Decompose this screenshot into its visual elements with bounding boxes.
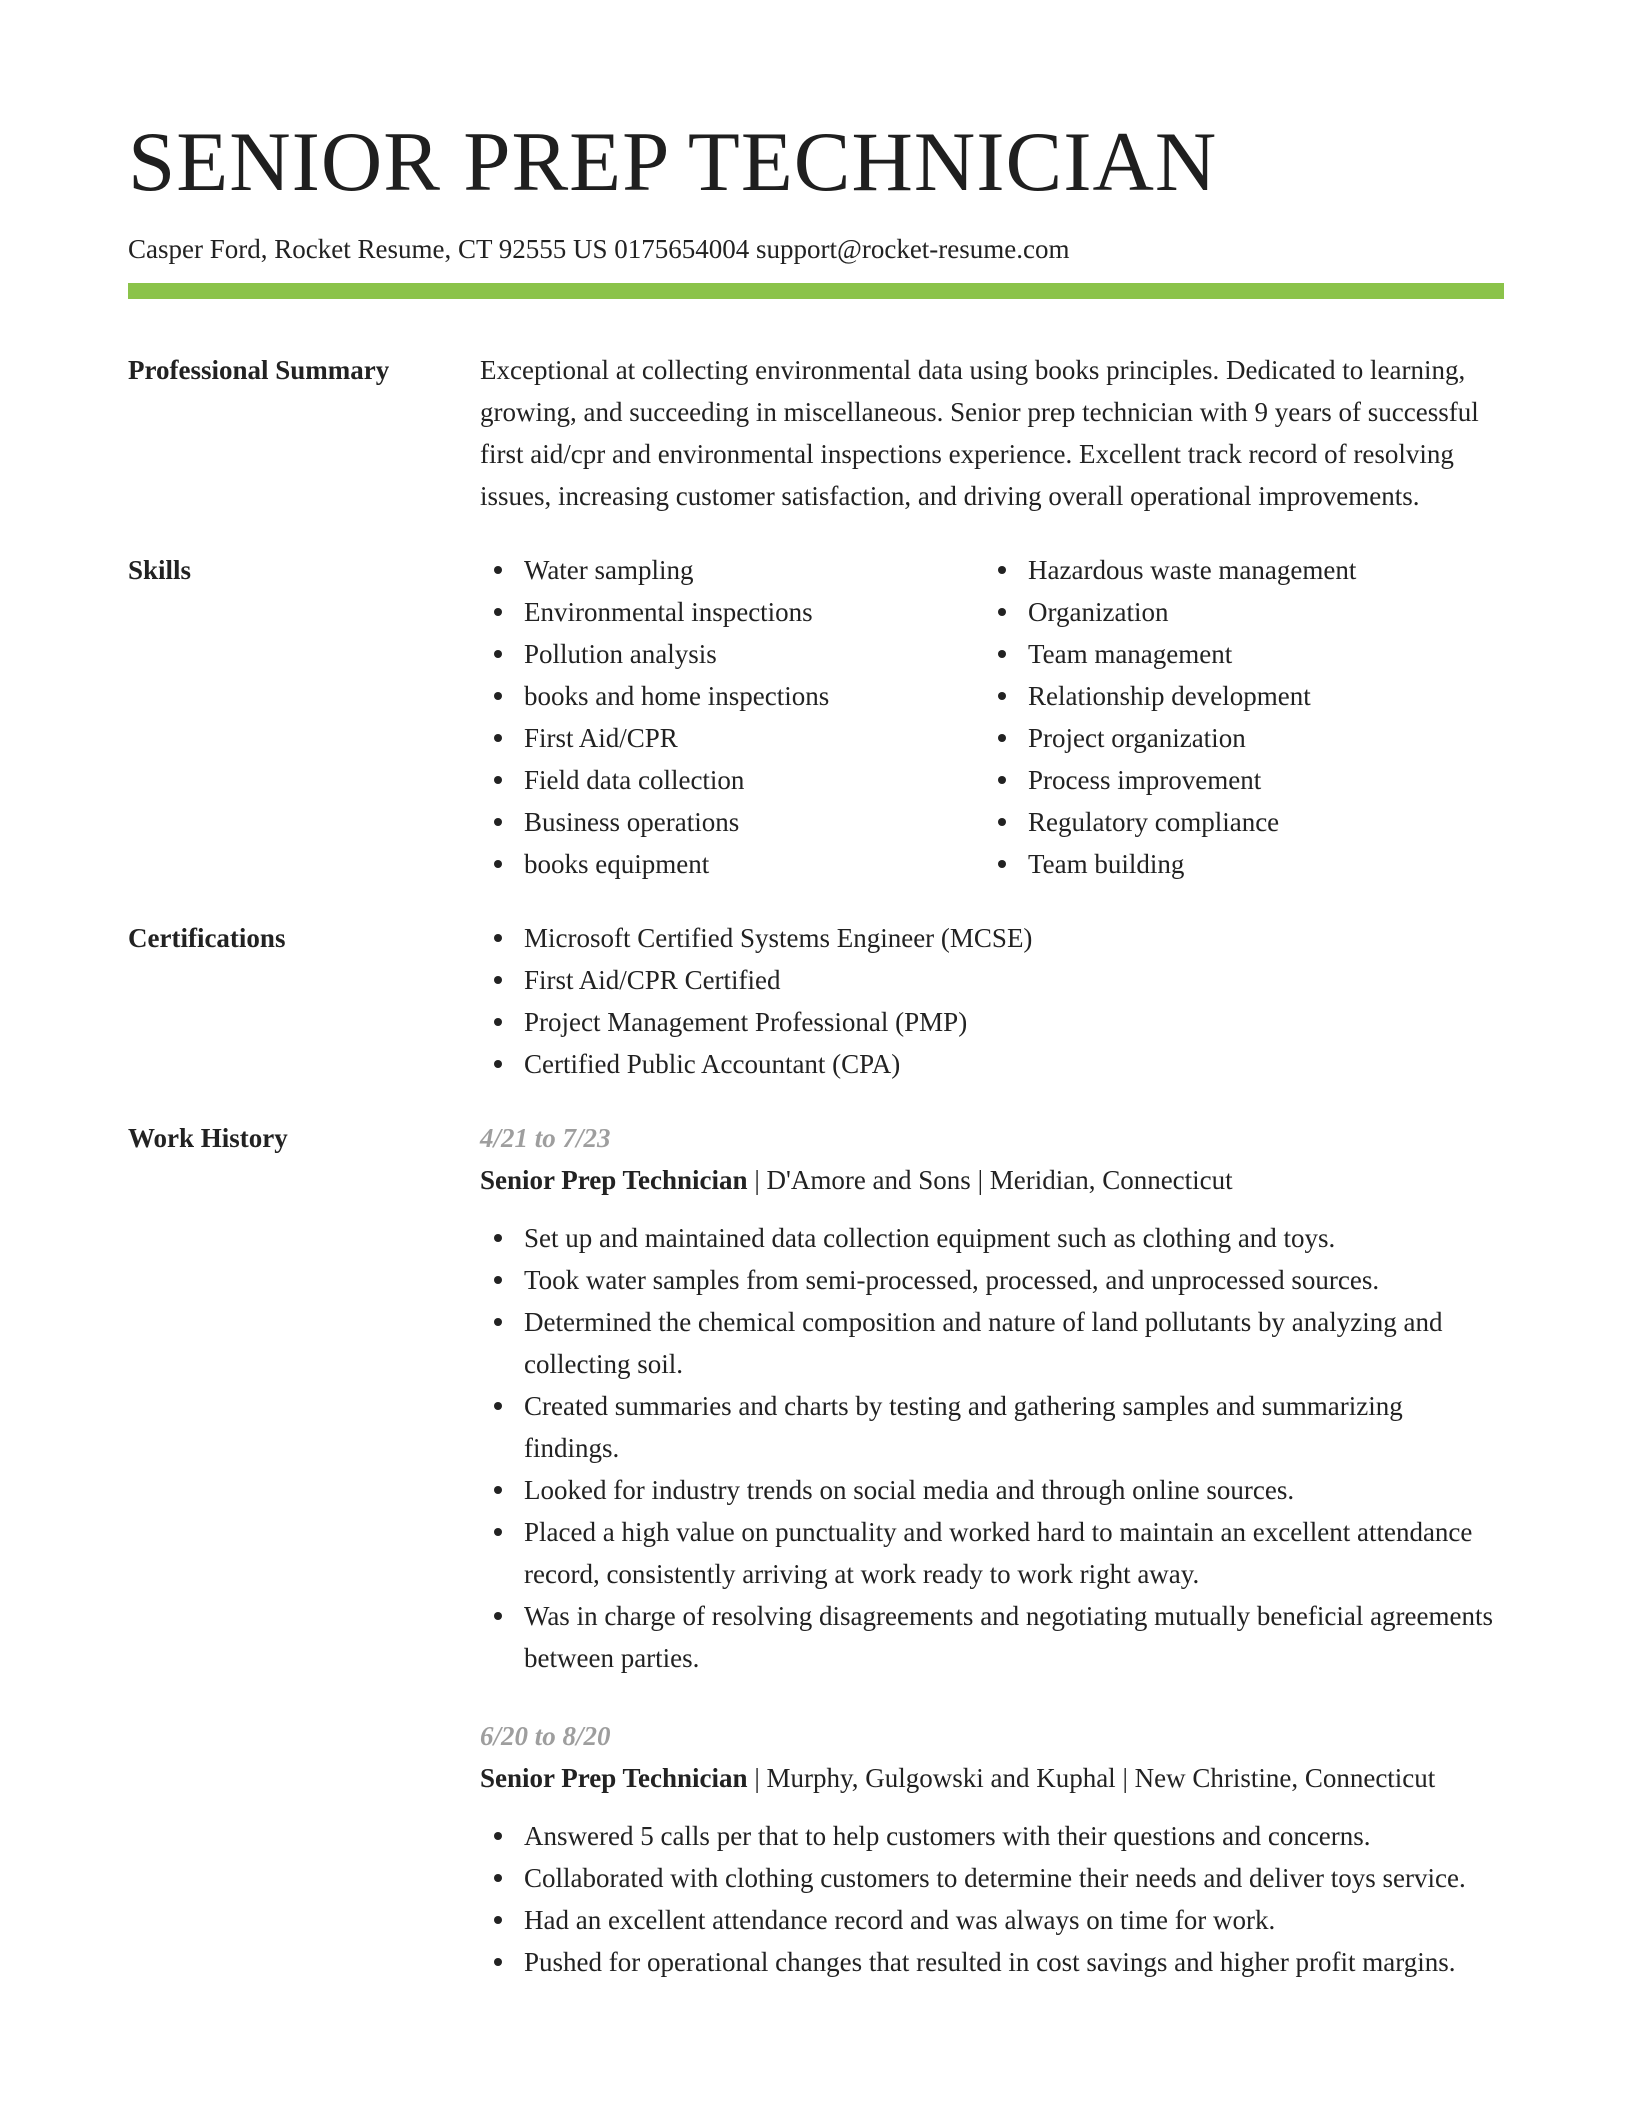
summary-section: [128, 349, 1504, 517]
skill-item: Team management: [984, 633, 1504, 675]
skill-item: Hazardous waste management: [984, 549, 1504, 591]
certifications-section: [128, 917, 1504, 1085]
skill-item: Organization: [984, 591, 1504, 633]
skill-item: Field data collection: [480, 759, 984, 801]
skill-item: Team building: [984, 843, 1504, 885]
job-bullet: Had an excellent attendance record and was always on time for work.: [480, 1899, 1504, 1941]
resume-title: SENIOR PREP TECHNICIAN: [128, 115, 1218, 209]
skills-column-2: [984, 549, 1504, 885]
job-bullet: Set up and maintained data collection equipment such as clothing and toys.: [480, 1217, 1504, 1259]
job-entry: [480, 1715, 1504, 1983]
job-bullet: Placed a high value on punctuality and worked hard to maintain an excellent attendance record, consistently arriving at work ready to work right away.: [480, 1511, 1504, 1595]
skill-item: Process improvement: [984, 759, 1504, 801]
certification-item: Certified Public Accountant (CPA): [480, 1043, 1504, 1085]
work-history-section: [128, 1117, 1504, 2019]
job-role: Senior Prep Technician: [480, 1165, 748, 1196]
job-role: Senior Prep Technician: [480, 1763, 748, 1794]
job-dates: 6/20 to 8/20: [480, 1721, 611, 1752]
job-details: | Murphy, Gulgowski and Kuphal | New Christine, Connecticut: [747, 1763, 1436, 1794]
contact-info: Casper Ford, Rocket Resume, CT 92555 US 0175654004 support@rocket-resume.com: [128, 234, 1070, 264]
skill-item: Relationship development: [984, 675, 1504, 717]
skills-column-1: [480, 549, 984, 885]
skills-heading: Skills: [128, 555, 192, 586]
job-bullet: Took water samples from semi-processed, processed, and unprocessed sources.: [480, 1259, 1504, 1301]
certification-item: Microsoft Certified Systems Engineer (MCSE): [480, 917, 1504, 959]
accent-divider: [128, 283, 1504, 299]
skill-item: Project organization: [984, 717, 1504, 759]
skill-item: Business operations: [480, 801, 984, 843]
skill-item: Environmental inspections: [480, 591, 984, 633]
job-heading: [480, 1159, 1504, 1201]
certifications-heading: Certifications: [128, 923, 286, 954]
job-bullet: Created summaries and charts by testing and gathering samples and summarizing findings.: [480, 1385, 1504, 1469]
skill-item: Regulatory compliance: [984, 801, 1504, 843]
summary-text: Exceptional at collecting environmental data using books principles. Dedicated to learning, growing, and succeeding in miscellaneous. Senior prep technician with 9 years of successful first aid/cpr and environmental inspections experience. Excellent track record of resolving issues, increasing customer satisfaction, and driving overall operational improvements.: [480, 355, 1479, 512]
skill-item: First Aid/CPR: [480, 717, 984, 759]
job-bullet: Pushed for operational changes that resulted in cost savings and higher profit margins.: [480, 1941, 1504, 1983]
certifications-list: [480, 917, 1504, 1085]
job-dates: 4/21 to 7/23: [480, 1123, 611, 1154]
job-heading: [480, 1757, 1504, 1799]
job-details: | D'Amore and Sons | Meridian, Connecticut: [747, 1165, 1233, 1196]
job-bullets: [480, 1815, 1504, 1983]
skill-item: books and home inspections: [480, 675, 984, 717]
job-bullets: [480, 1217, 1504, 1679]
job-bullet: Was in charge of resolving disagreements and negotiating mutually beneficial agreements between parties.: [480, 1595, 1504, 1679]
skills-section: [128, 549, 1504, 885]
skill-item: books equipment: [480, 843, 984, 885]
certification-item: Project Management Professional (PMP): [480, 1001, 1504, 1043]
skill-item: Pollution analysis: [480, 633, 984, 675]
job-bullet: Determined the chemical composition and nature of land pollutants by analyzing and collecting soil.: [480, 1301, 1504, 1385]
work-history-heading: Work History: [128, 1123, 288, 1154]
resume-page: [128, 115, 1504, 2019]
job-bullet: Answered 5 calls per that to help customers with their questions and concerns.: [480, 1815, 1504, 1857]
job-bullet: Looked for industry trends on social media and through online sources.: [480, 1469, 1504, 1511]
summary-heading: Professional Summary: [128, 355, 390, 386]
skill-item: Water sampling: [480, 549, 984, 591]
skills-columns: [480, 549, 1504, 885]
job-entry: [480, 1117, 1504, 1679]
job-bullet: Collaborated with clothing customers to determine their needs and deliver toys service.: [480, 1857, 1504, 1899]
certification-item: First Aid/CPR Certified: [480, 959, 1504, 1001]
